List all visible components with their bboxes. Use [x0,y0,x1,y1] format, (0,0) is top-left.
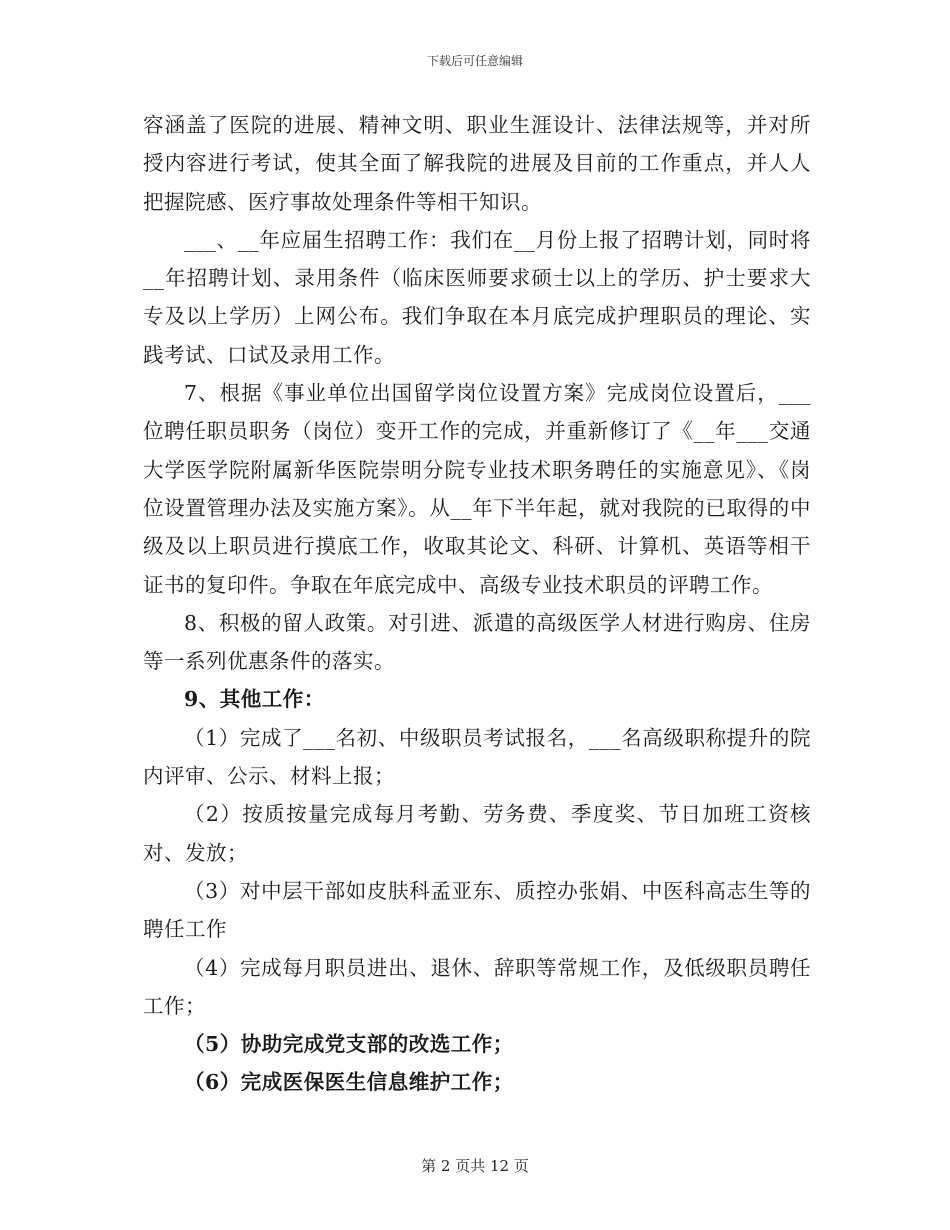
paragraph-subitem-1: （1）完成了___名初、中级职员考试报名，___名高级职称提升的院内评审、公示、材料上报； [143,725,811,789]
paragraph-subitem-2: （2）按质按量完成每月考勤、劳务费、季度奖、节日加班工资核对、发放； [143,802,811,865]
paragraph-graduate-recruitment: ___、__年应届生招聘工作：我们在__月份上报了招聘计划，同时将__年招聘计划、录用条件（临床医师要求硕士以上的学历、护士要求大专及以上学历）上网公布。我们争取在本月底完成护理职员的理论、实践考试、口试及录用工作。 [143,227,811,367]
paragraph-item-7: 7、根据《事业单位出国留学岗位设置方案》完成岗位设置后，___位聘任职员职务（岗位）变开工作的完成，并重新修订了《__年___交通大学医学院附属新华医院崇明分院专业技术职务聘任的实施意见》、《岗位设置管理办法及实施方案》。从__年下半年起，就对我院的已取得的中级及以上职员进行摸底工作，收取其论文、科研、计算机、英语等相干证书的复印件。争取在年底完成中、高级专业技术职员的评聘工作。 [143,381,811,597]
page-header: 下载后可任意编辑 [426,54,523,68]
paragraph-subitem-6: （6）完成医保医生信息维护工作； [184,1070,514,1095]
paragraph-subitem-4: （4）完成每月职员进出、退休、辞职等常规工作，及低级职员聘任工作； [143,955,811,1018]
paragraph-intro-continued: 容涵盖了医院的进展、精神文明、职业生涯设计、法律法规等，并对所授内容进行考试，使其全面了解我院的进展及目前的工作重点，并人人把握院感、医疗事故处理条件等相干知识。 [143,113,811,214]
paragraph-item-8: 8、积极的留人政策。对引进、派遣的高级医学人材进行购房、住房等一系列优惠条件的落实。 [143,610,811,674]
paragraph-subitem-3: （3）对中层干部如皮肤科孟亚东、质控办张娟、中医科高志生等的聘任工作 [143,878,811,942]
paragraph-subitem-5: （5）协助完成党支部的改选工作； [184,1032,514,1057]
page-footer: 第 2 页共 12 页 [421,1157,529,1175]
document-body [143,106,811,1102]
heading-item-9: 9、其他工作： [184,687,325,712]
